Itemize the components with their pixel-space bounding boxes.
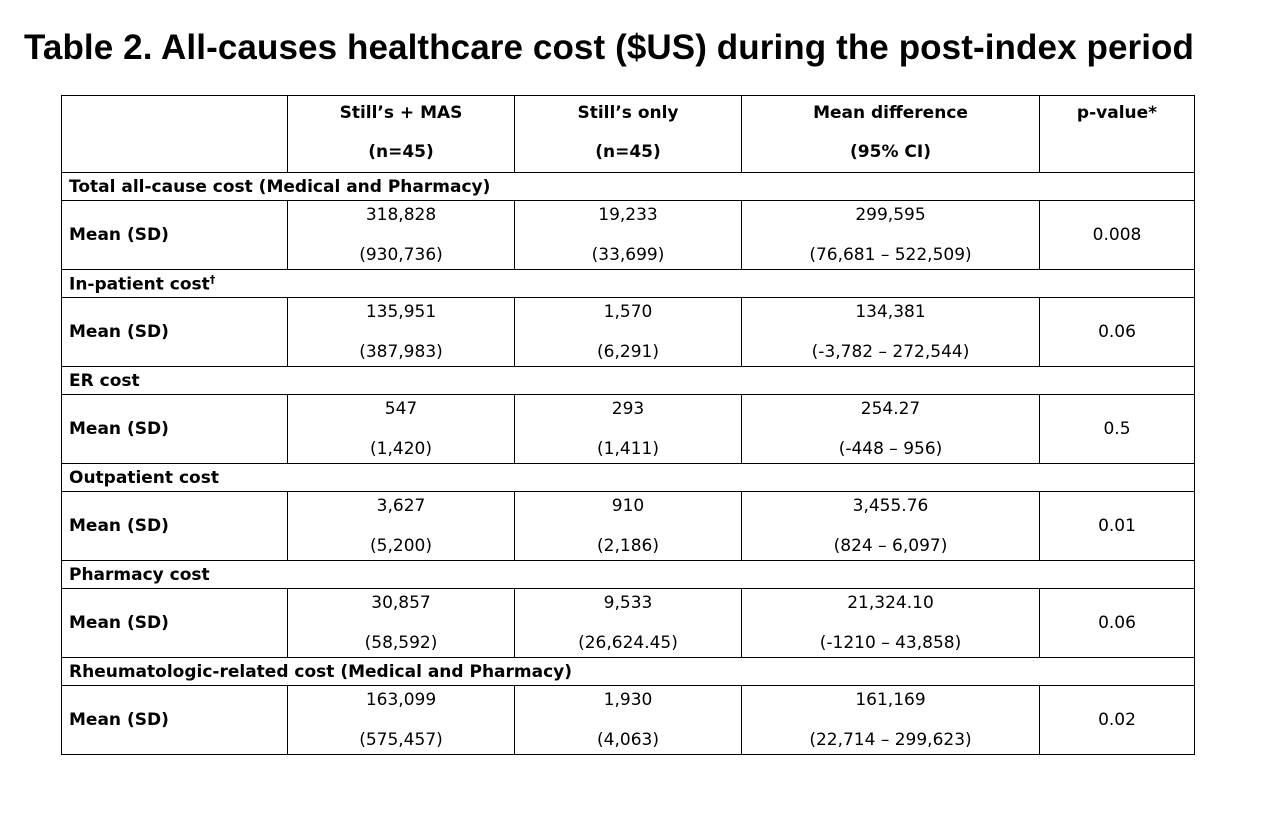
confidence-interval: (-448 – 956)	[838, 439, 943, 459]
section-title: In-patient cost†	[62, 270, 1195, 298]
mean-value: 910	[611, 496, 645, 516]
table-row	[62, 589, 1195, 658]
mean-value: 547	[384, 399, 418, 419]
sd-value: (5,200)	[370, 536, 432, 556]
stills-only-cell	[515, 298, 742, 367]
section-row	[62, 367, 1195, 395]
row-label: Mean (SD)	[62, 201, 288, 270]
mean-value: 293	[611, 399, 645, 419]
mean-value: 9,533	[603, 593, 653, 613]
mean-value: 318,828	[365, 205, 437, 225]
p-value-cell: 0.06	[1040, 589, 1195, 658]
header-cell-p-value	[1040, 96, 1195, 173]
difference-value: 134,381	[855, 302, 926, 322]
confidence-interval: (76,681 – 522,509)	[809, 245, 972, 265]
stills-only-cell	[515, 201, 742, 270]
section-row	[62, 173, 1195, 201]
mean-difference-cell	[742, 492, 1040, 561]
cost-table	[61, 95, 1195, 755]
p-value-cell: 0.008	[1040, 201, 1195, 270]
table-row	[62, 298, 1195, 367]
difference-value: 161,169	[855, 690, 926, 710]
sd-value: (387,983)	[359, 342, 443, 362]
header-label: Still’s only	[577, 103, 679, 123]
stills-only-cell	[515, 589, 742, 658]
section-row	[62, 561, 1195, 589]
mean-difference-cell	[742, 395, 1040, 464]
p-value-cell: 0.02	[1040, 686, 1195, 755]
table-row	[62, 395, 1195, 464]
difference-value: 3,455.76	[852, 496, 929, 516]
mean-difference-cell	[742, 686, 1040, 755]
sd-value: (26,624.45)	[578, 633, 678, 653]
row-label: Mean (SD)	[62, 395, 288, 464]
mean-value: 1,570	[603, 302, 653, 322]
header-cell-mean-difference	[742, 96, 1040, 173]
header-sublabel: (n=45)	[368, 142, 434, 162]
stills-mas-cell	[288, 589, 515, 658]
header-cell-stills-only	[515, 96, 742, 173]
section-row	[62, 270, 1195, 298]
mean-difference-cell	[742, 589, 1040, 658]
difference-value: 254.27	[860, 399, 921, 419]
header-label: Mean difference	[813, 103, 968, 123]
section-row	[62, 658, 1195, 686]
difference-value: 21,324.10	[847, 593, 934, 613]
row-label: Mean (SD)	[62, 589, 288, 658]
mean-value: 30,857	[371, 593, 431, 613]
mean-value: 3,627	[376, 496, 426, 516]
sd-value: (6,291)	[597, 342, 659, 362]
stills-only-cell	[515, 686, 742, 755]
confidence-interval: (824 – 6,097)	[833, 536, 948, 556]
sd-value: (1,420)	[370, 439, 432, 459]
p-value-cell: 0.01	[1040, 492, 1195, 561]
header-sublabel: (95% CI)	[850, 142, 931, 162]
header-label: p-value*	[1076, 103, 1158, 123]
section-title: ER cost	[62, 367, 1195, 395]
stills-mas-cell	[288, 492, 515, 561]
sd-value: (575,457)	[359, 730, 443, 750]
section-title: Total all-cause cost (Medical and Pharmacy)	[62, 173, 1195, 201]
row-label: Mean (SD)	[62, 686, 288, 755]
stills-only-cell	[515, 492, 742, 561]
sd-value: (4,063)	[597, 730, 659, 750]
row-label: Mean (SD)	[62, 492, 288, 561]
confidence-interval: (22,714 – 299,623)	[809, 730, 972, 750]
p-value-cell: 0.5	[1040, 395, 1195, 464]
stills-mas-cell	[288, 395, 515, 464]
page-title: Table 2. All-causes healthcare cost ($US) during the post-index period	[24, 28, 1195, 67]
header-label: Still’s + MAS	[339, 103, 463, 123]
sd-value: (1,411)	[597, 439, 659, 459]
table-row	[62, 686, 1195, 755]
header-sublabel: (n=45)	[595, 142, 661, 162]
sd-value: (33,699)	[591, 245, 665, 265]
section-title: Outpatient cost	[62, 464, 1195, 492]
section-title: Pharmacy cost	[62, 561, 1195, 589]
p-value-cell: 0.06	[1040, 298, 1195, 367]
sd-value: (2,186)	[597, 536, 659, 556]
stills-mas-cell	[288, 686, 515, 755]
stills-mas-cell	[288, 298, 515, 367]
table-row	[62, 201, 1195, 270]
row-label: Mean (SD)	[62, 298, 288, 367]
section-title: Rheumatologic-related cost (Medical and Pharmacy)	[62, 658, 1195, 686]
mean-difference-cell	[742, 298, 1040, 367]
sd-value: (58,592)	[364, 633, 438, 653]
difference-value: 299,595	[855, 205, 926, 225]
stills-mas-cell	[288, 201, 515, 270]
confidence-interval: (-3,782 – 272,544)	[811, 342, 970, 362]
stills-only-cell	[515, 395, 742, 464]
mean-value: 135,951	[365, 302, 437, 322]
table-row	[62, 492, 1195, 561]
mean-value: 163,099	[365, 690, 437, 710]
header-cell-stills-mas	[288, 96, 515, 173]
mean-value: 19,233	[598, 205, 658, 225]
mean-difference-cell	[742, 201, 1040, 270]
section-row	[62, 464, 1195, 492]
mean-value: 1,930	[603, 690, 653, 710]
confidence-interval: (-1210 – 43,858)	[819, 633, 962, 653]
sd-value: (930,736)	[359, 245, 443, 265]
header-cell-empty	[62, 96, 288, 173]
table-header-row	[62, 96, 1195, 173]
